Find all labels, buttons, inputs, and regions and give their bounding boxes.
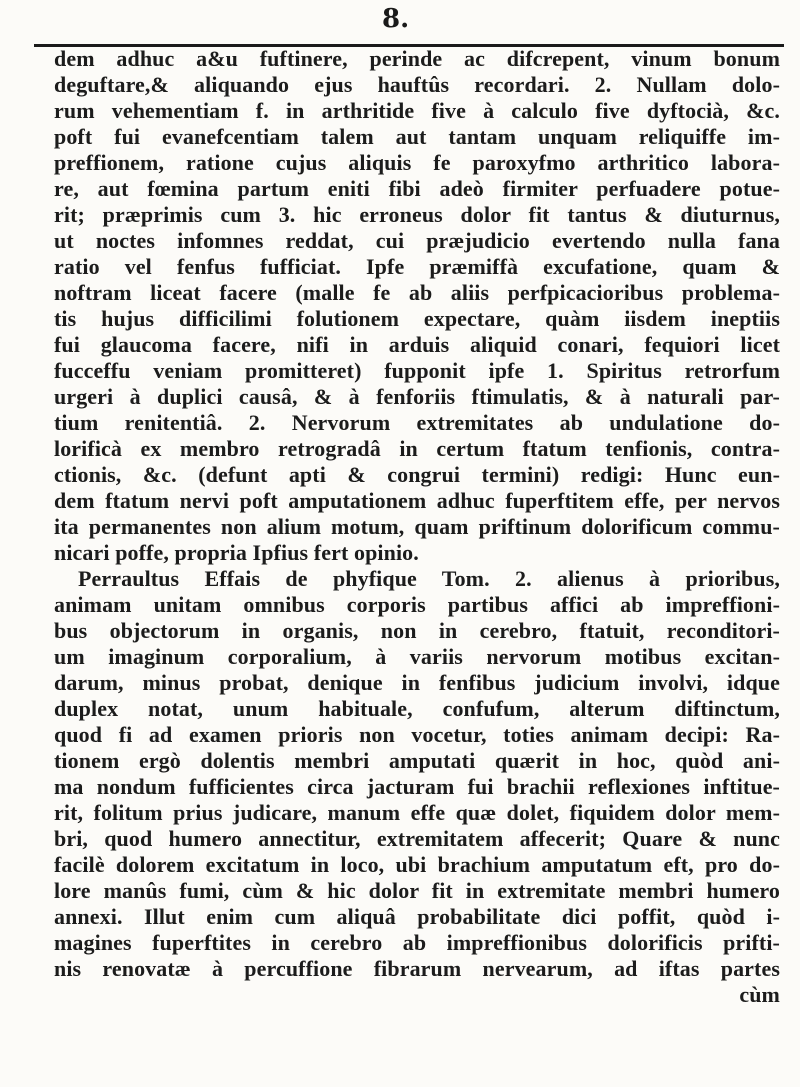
paragraph-start-line: Perraultus Effais de phyfique Tom. 2. alienus à prioribus, [78,566,780,591]
text-line: facilè dolorem excitatum in loco, ubi brachium amputatum eft, pro do- [54,852,780,877]
text-line: tium renitentiâ. 2. Nervorum extremitates ab undulatione do- [54,410,780,435]
text-line: annexi. Illut enim cum aliquâ probabilitate dici poffit, quòd i- [54,904,780,929]
text-line: lorificà ex membro retrogradâ in certum ftatum tenfionis, contra- [54,436,780,461]
text-line: fui glaucoma facere, nifi in arduis aliquid conari, fequiori licet [54,332,780,357]
text-line: nicari poffe, propria Ipfius fert opinio. [54,540,419,565]
text-line: noftram liceat facere (malle fe ab aliis perfpicacioribus problema- [54,280,780,305]
text-line: um imaginum corporalium, à variis nervorum motibus excitan- [54,644,780,669]
text-line: lore manûs fumi, cùm & hic dolor fit in extremitate membri humero [54,878,780,903]
text-line: deguftare,& aliquando ejus hauftûs recordari. 2. Nullam dolo- [54,72,780,97]
text-line: darum, minus probat, denique in fenfibus judicium involvi, idque [54,670,780,695]
text-line: magines fuperftites in cerebro ab impreffionibus dolorificis prifti- [54,930,780,955]
text-line: ctionis, &c. (defunt apti & congrui termini) redigi: Hunc eun- [54,462,780,487]
text-line: urgeri à duplici causâ, & à fenforiis ftimulatis, & à naturali par- [54,384,780,409]
text-line: preffionem, ratione cujus aliquis fe paroxyfmo arthritico labora- [54,150,780,175]
text-line: tis hujus difficilimi folutionem expectare, quàm iisdem ineptiis [54,306,780,331]
text-line: tionem ergò dolentis membri amputati quærit in hoc, quòd ani- [54,748,780,773]
text-line: bus objectorum in organis, non in cerebro, ftatuit, reconditori- [54,618,780,643]
text-line: rit; præprimis cum 3. hic erroneus dolor fit tantus & diuturnus, [54,202,780,227]
text-line: animam unitam omnibus corporis partibus affici ab impreffioni- [54,592,780,617]
text-line: duplex notat, unum habituale, confufum, alterum diftinctum, [54,696,780,721]
text-line: ratio vel fenfus fufficiat. Ipfe præmiffà excufatione, quam & [54,254,780,279]
text-line: ut noctes infomnes reddat, cui præjudicio evertendo nulla fana [54,228,780,253]
text-line: dem adhuc a&u fuftinere, perinde ac difcrepent, vinum bonum [54,46,780,71]
text-line: re, aut fœmina partum eniti fibi adeò firmiter perfuadere potue- [54,176,780,201]
text-line: ma nondum fufficientes circa jacturam fui brachii reflexiones inftitue- [54,774,780,799]
text-line: rit, folitum prius judicare, manum effe quæ dolet, fiquidem dolor mem- [54,800,780,825]
text-line: bri, quod humero annectitur, extremitatem affecerit; Quare & nunc [54,826,780,851]
text-line: dem ftatum nervi poft amputationem adhuc fuperftitem effe, per nervos [54,488,780,513]
page-number: 8. [382,4,410,34]
text-line: ita permanentes non alium motum, quam priftinum dolorificum commu- [54,514,780,539]
text-line: poft fui evanefcentiam talem aut tantam unquam reliquiffe im- [54,124,780,149]
text-line: fucceffu veniam promitteret) fupponit ipfe 1. Spiritus retrorfum [54,358,780,383]
text-line: nis renovatæ à percuffione fibrarum nervearum, ad iftas partes [54,956,780,981]
catchword: cùm [739,982,780,1007]
body-text [54,46,780,1008]
text-line: quod fi ad examen prioris non vocetur, toties animam decipi: Ra- [54,722,780,747]
text-line: rum vehementiam f. in arthritide five à calculo five dyftocià, &c. [54,98,780,123]
